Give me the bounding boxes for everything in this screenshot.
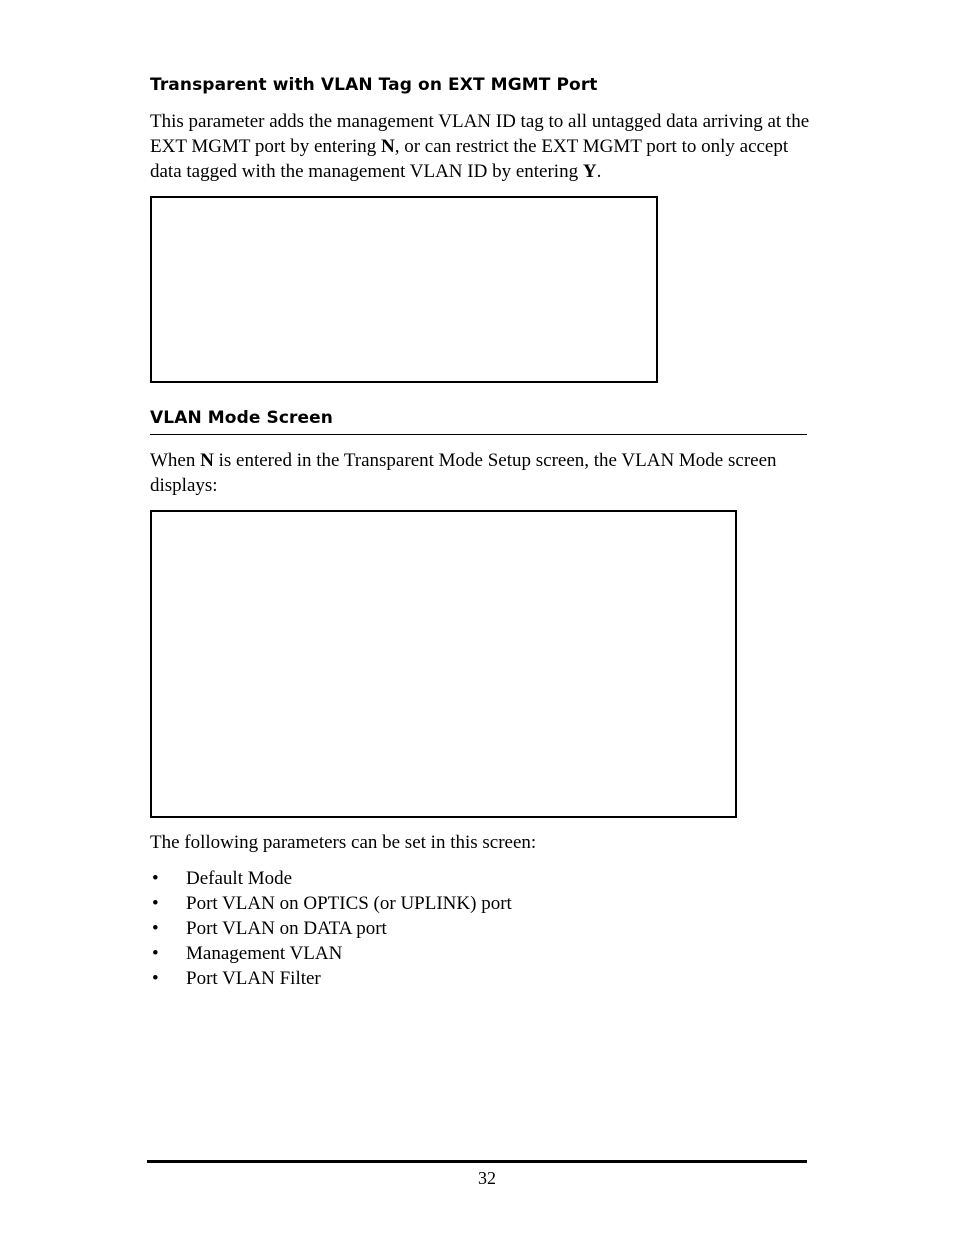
bullet-icon: •: [152, 868, 159, 889]
bullet-icon: •: [152, 968, 159, 989]
list-item: [150, 966, 512, 991]
paragraph-text: .: [596, 161, 602, 182]
bold-key-n: N: [380, 136, 395, 157]
list-item: [150, 866, 512, 891]
section-paragraph-vlan-mode: [150, 448, 812, 498]
section-paragraph-transparent-vlan-tag: [150, 109, 812, 184]
list-item: [150, 941, 512, 966]
section-heading-vlan-mode-screen: VLAN Mode Screen: [150, 408, 333, 428]
list-item-label: Port VLAN on DATA port: [186, 918, 387, 939]
list-item: [150, 916, 512, 941]
screen-capture-frame-vlan-mode: [150, 510, 737, 818]
paragraph-text: is entered in the Transparent Mode Setup screen, the VLAN Mode screen displays:: [150, 450, 777, 496]
heading-divider: [150, 434, 807, 435]
list-item-label: Port VLAN on OPTICS (or UPLINK) port: [186, 893, 512, 914]
parameters-intro: The following parameters can be set in this screen:: [150, 832, 537, 853]
bullet-icon: •: [152, 893, 159, 914]
list-item-label: Management VLAN: [186, 943, 343, 964]
footer-divider: [147, 1160, 807, 1163]
paragraph-text: , or can restrict the EXT MGMT port to only accept data tagged with the management VLAN ID by entering: [150, 136, 789, 182]
list-item-label: Default Mode: [186, 868, 293, 889]
bullet-icon: •: [152, 943, 159, 964]
bold-key-y: Y: [582, 161, 597, 182]
list-item: [150, 891, 512, 916]
bullet-icon: •: [152, 918, 159, 939]
section-heading-transparent-vlan-tag: Transparent with VLAN Tag on EXT MGMT Port: [150, 75, 598, 95]
list-item-label: Port VLAN Filter: [186, 968, 321, 989]
paragraph-text: This parameter adds the management VLAN ID tag to all untagged data arriving at the EXT MGMT port by entering: [150, 111, 810, 157]
page-number: 32: [478, 1168, 496, 1188]
screen-capture-frame-transparent: [150, 196, 658, 383]
paragraph-text: When: [150, 450, 201, 471]
parameter-list: [150, 866, 512, 991]
bold-key-n: N: [200, 450, 214, 471]
